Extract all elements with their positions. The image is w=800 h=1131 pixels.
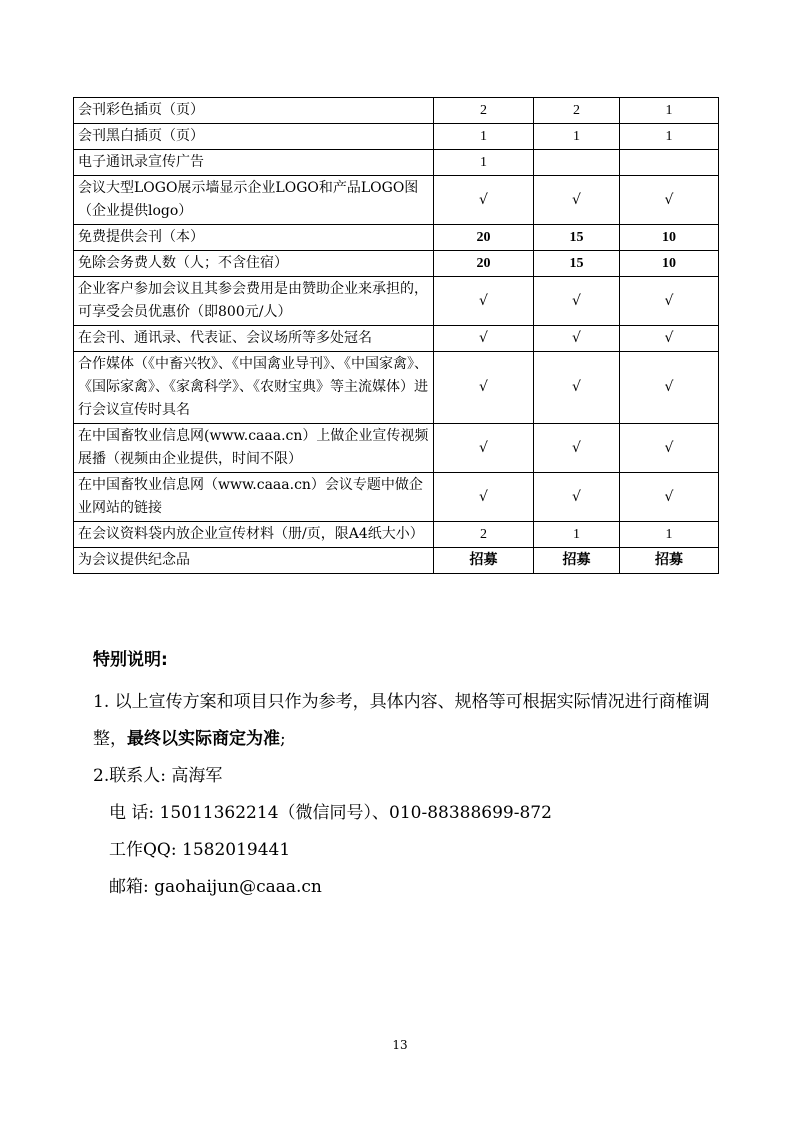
note-1-emphasis: 最终以实际商定为准	[127, 729, 280, 749]
special-notes	[93, 645, 713, 906]
tier-2-value: 2	[534, 98, 620, 124]
tier-1-value: 招募	[434, 548, 534, 574]
tier-2-value	[534, 150, 620, 176]
benefit-item: 电子通讯录宣传广告	[74, 150, 434, 176]
tier-2-value: √	[534, 473, 620, 522]
table-row	[74, 150, 719, 176]
tier-2-value: √	[534, 352, 620, 424]
tier-1-value: 2	[434, 522, 534, 548]
tier-3-value: 1	[620, 522, 719, 548]
benefit-item: 免除会务费人数（人；不含住宿）	[74, 251, 434, 277]
tier-2-value: √	[534, 277, 620, 326]
tier-2-value: √	[534, 326, 620, 352]
tier-1-value: 1	[434, 150, 534, 176]
table-row	[74, 98, 719, 124]
benefit-item: 为会议提供纪念品	[74, 548, 434, 574]
table-row	[74, 424, 719, 473]
table-row	[74, 277, 719, 326]
table-body	[74, 98, 719, 574]
table-row	[74, 352, 719, 424]
table-row	[74, 326, 719, 352]
benefit-item: 在会刊、通讯录、代表证、会议场所等多处冠名	[74, 326, 434, 352]
benefit-item: 在中国畜牧业信息网（www.caaa.cn）会议专题中做企业网站的链接	[74, 473, 434, 522]
tier-3-value: √	[620, 326, 719, 352]
benefit-item: 合作媒体（《中畜兴牧》、《中国禽业导刊》、《中国家禽》、《国际家禽》、《家禽科学》、《农财宝典》等主流媒体）进行会议宣传时具名	[74, 352, 434, 424]
tier-2-value: √	[534, 424, 620, 473]
tier-1-value: 2	[434, 98, 534, 124]
contact-qq: 工作QQ: 1582019441	[109, 840, 291, 860]
tier-1-value: 20	[434, 225, 534, 251]
tier-1-value: √	[434, 352, 534, 424]
tier-1-value: 20	[434, 251, 534, 277]
contact-email: 邮箱: gaohaijun@caaa.cn	[109, 877, 322, 897]
table-row	[74, 548, 719, 574]
table-row	[74, 251, 719, 277]
tier-2-value: 15	[534, 225, 620, 251]
tier-3-value	[620, 150, 719, 176]
tier-3-value: 10	[620, 251, 719, 277]
notes-title: 特别说明:	[93, 650, 168, 670]
tier-2-value: 1	[534, 522, 620, 548]
tier-1-value: √	[434, 424, 534, 473]
table-row	[74, 124, 719, 150]
tier-1-value: √	[434, 326, 534, 352]
tier-1-value: √	[434, 176, 534, 225]
sponsorship-benefits-table	[73, 97, 719, 574]
note-1-text: 1. 以上宣传方案和项目只作为参考，具体内容、规格等可根据实际情况进行商榷调整，	[93, 692, 710, 749]
benefit-item: 会刊黑白插页（页）	[74, 124, 434, 150]
note-1-end: ;	[280, 729, 286, 749]
tier-3-value: √	[620, 473, 719, 522]
tier-1-value: √	[434, 473, 534, 522]
tier-2-value: 15	[534, 251, 620, 277]
tier-2-value: 1	[534, 124, 620, 150]
table-row	[74, 225, 719, 251]
tier-3-value: 招募	[620, 548, 719, 574]
benefit-item: 会议大型LOGO展示墙显示企业LOGO和产品LOGO图（企业提供logo）	[74, 176, 434, 225]
tier-2-value: 招募	[534, 548, 620, 574]
tier-3-value: √	[620, 352, 719, 424]
tier-1-value: 1	[434, 124, 534, 150]
tier-3-value: 1	[620, 98, 719, 124]
page-number: 13	[392, 1038, 408, 1052]
contact-person: 2.联系人: 高海军	[93, 766, 223, 786]
contact-phone: 电 话: 15011362214（微信同号）、010-88388699-872	[109, 803, 552, 823]
table-row	[74, 473, 719, 522]
benefit-item: 在中国畜牧业信息网(www.caaa.cn）上做企业宣传视频展播（视频由企业提供，时间不限）	[74, 424, 434, 473]
benefit-item: 会刊彩色插页（页）	[74, 98, 434, 124]
note-1	[93, 684, 713, 758]
benefit-item: 企业客户参加会议且其参会费用是由赞助企业来承担的，可享受会员优惠价（即800元/人）	[74, 277, 434, 326]
tier-3-value: √	[620, 277, 719, 326]
table-row	[74, 522, 719, 548]
tier-3-value: 1	[620, 124, 719, 150]
tier-1-value: √	[434, 277, 534, 326]
table-row	[74, 176, 719, 225]
tier-3-value: √	[620, 176, 719, 225]
tier-3-value: 10	[620, 225, 719, 251]
tier-2-value: √	[534, 176, 620, 225]
tier-3-value: √	[620, 424, 719, 473]
benefit-item: 免费提供会刊（本）	[74, 225, 434, 251]
benefit-item: 在会议资料袋内放企业宣传材料（册/页，限A4纸大小）	[74, 522, 434, 548]
